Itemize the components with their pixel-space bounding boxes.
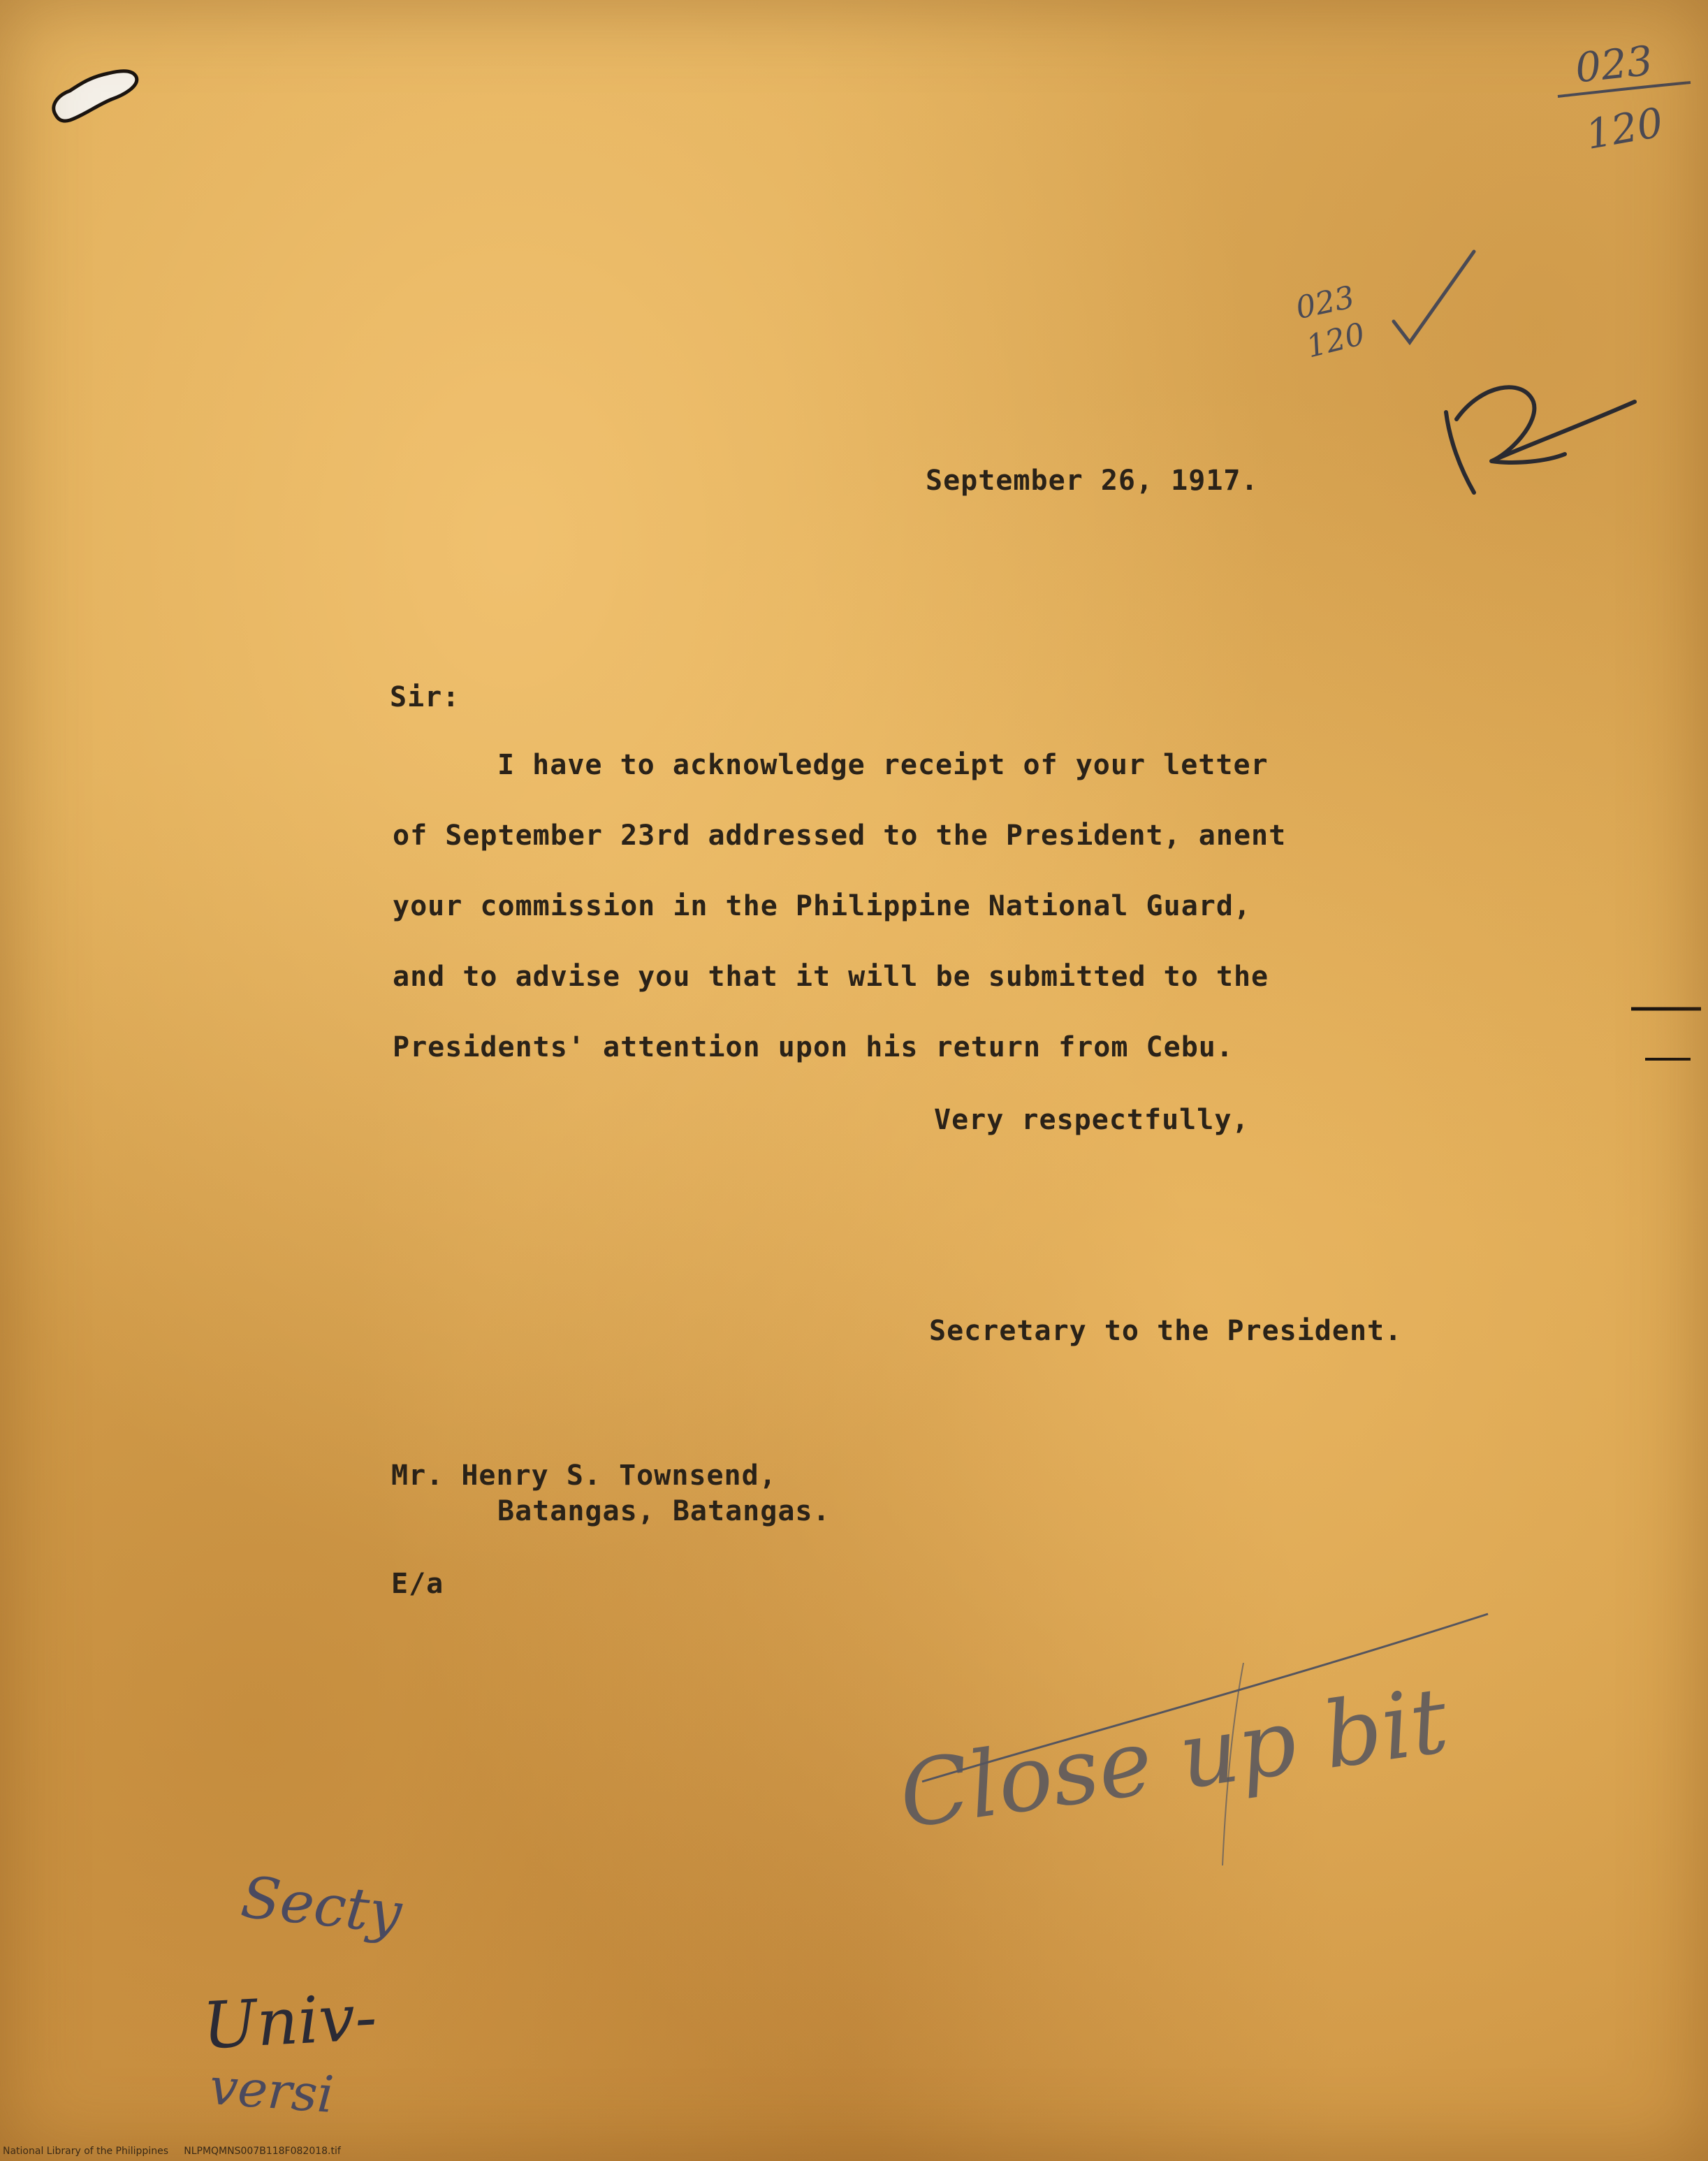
torn-hole [42, 56, 147, 133]
letter-body-line-1: I have to acknowledge receipt of your letter [497, 749, 1269, 781]
margin-note-univ: Univ- [200, 1979, 379, 2064]
margin-note-versi: versi [207, 2056, 336, 2125]
recipient-address: Batangas, Batangas. [497, 1495, 831, 1527]
signature-title: Secretary to the President. [929, 1315, 1403, 1347]
letter-body-line-5: Presidents' attention upon his return from Cebu. [393, 1031, 1234, 1063]
fraction-line [1554, 77, 1694, 105]
letter-body-line-2: of September 23rd addressed to the President, anent [393, 820, 1287, 852]
typist-initials: E/a [391, 1568, 444, 1600]
letter-body-line-4: and to advise you that it will be submitted to the [393, 961, 1269, 993]
recipient-name: Mr. Henry S. Townsend, [391, 1460, 777, 1492]
edge-mark-icon [1628, 999, 1705, 1083]
handwritten-folio-top: 023 [1572, 36, 1655, 92]
crossed-pencil-note: Close up bit [893, 1666, 1454, 1849]
letter-closing: Very respectfully, [934, 1104, 1250, 1136]
scan-footer: National Library of the Philippines NLPMQMNS007B118F082018.tif [3, 2146, 341, 2157]
letter-body-line-3: your commission in the Philippine National Guard, [393, 890, 1252, 922]
handwritten-folio-bottom: 120 [1582, 98, 1667, 159]
letter-salutation: Sir: [390, 681, 460, 713]
letter-date: September 26, 1917. [926, 465, 1259, 497]
margin-note-secty: Secty [238, 1864, 405, 1947]
handwritten-number-bottom: 120 [1303, 316, 1368, 365]
checkmark-icon [1390, 245, 1481, 349]
strike-through-line [908, 1579, 1502, 1872]
handwritten-number-top: 023 [1292, 279, 1358, 327]
r-mark-icon [1425, 363, 1649, 503]
